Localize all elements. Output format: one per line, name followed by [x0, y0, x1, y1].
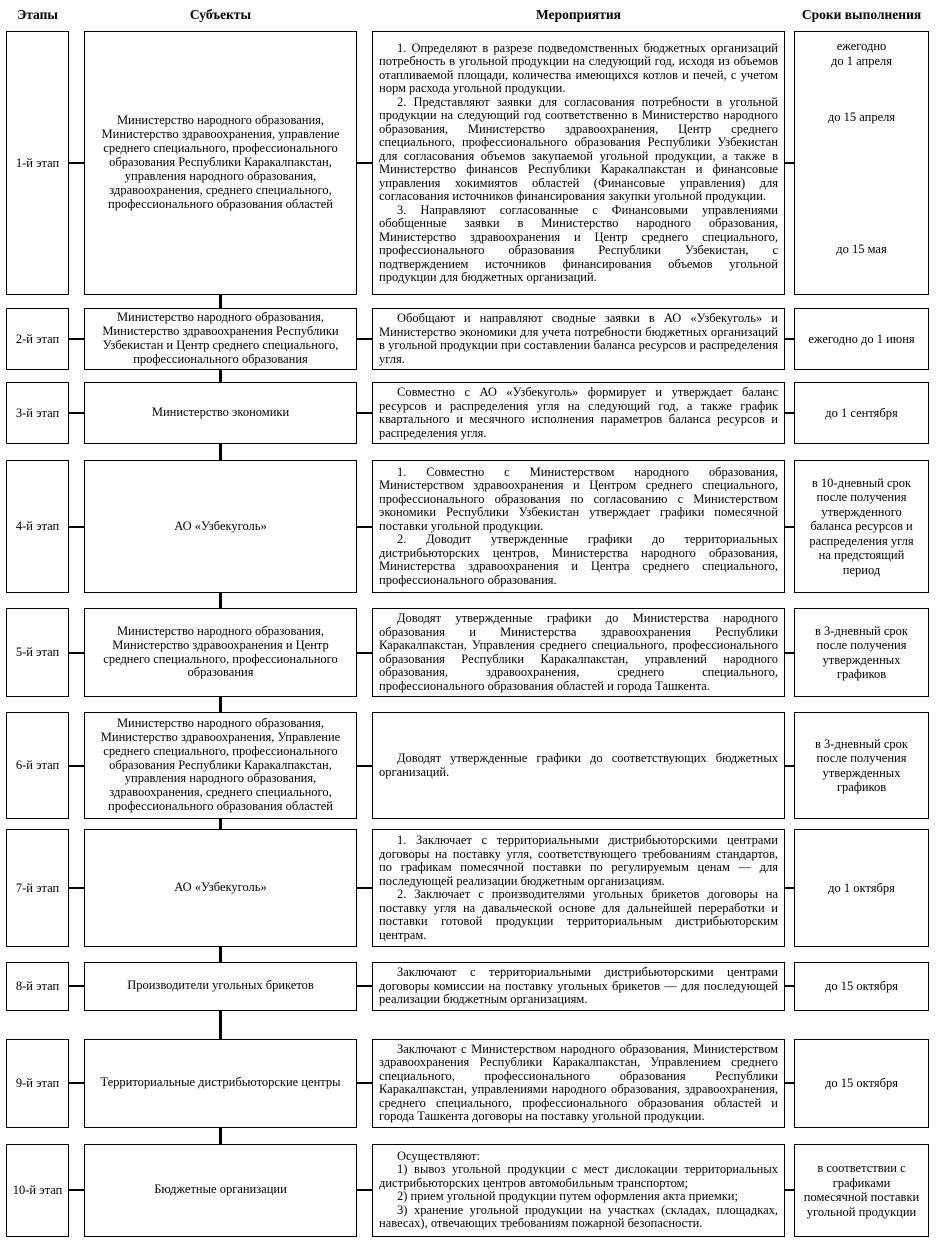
connector-line: [785, 1082, 794, 1084]
connector-line: [69, 887, 84, 889]
process-row-7: [6, 829, 931, 947]
connector-vertical: [6, 1011, 931, 1039]
deadline-box: [794, 308, 929, 370]
connector-line: [357, 526, 372, 528]
connector-line: [357, 412, 372, 414]
connector-vertical: [6, 593, 931, 608]
connector-line: [357, 338, 372, 340]
subject-text: Министерство экономики: [151, 405, 290, 420]
subject-text: Бюджетные организации: [154, 1182, 287, 1197]
activities-box: [372, 829, 785, 947]
activity-paragraph: 2. Представляют заявки для согласования потребности в угольной продукции на следующий год соответственно в Министерство народного образования, Министерство здравоохранения, Центр среднего специального, профессионального образования Республики Узбекистан для согласования объемов закупаемой угольной продукции, а также в Министерство финансов Республики Каракалпакстан и финансовые управления хокимиятов областей (Финансовые управления) для согласования источников финансирования закупки угольной продукции.: [379, 94, 778, 203]
activities-box: [372, 460, 785, 593]
stage-label: 7-й этап: [15, 880, 60, 895]
deadline-box: [794, 382, 929, 444]
activity-paragraph: Заключают с Министерством народного образования, Министерством здравоохранения Республики Каракалпакстан, Управлением среднего специального, профессионального образования Республики Каракалпакстан, управлениями народного образования, здравоохранения, среднего специального, профессионального образования областей и города Ташкента договоры на поставку угольной продукции.: [379, 1041, 778, 1123]
connector-stage-subject: [69, 460, 84, 593]
deadline-box: [794, 962, 929, 1011]
connector-line: [219, 819, 222, 829]
deadline-text: до 15 октября: [825, 1075, 898, 1090]
connector-activities-deadline: [785, 308, 794, 370]
process-row-6: [6, 712, 931, 819]
subject-box: [84, 608, 357, 697]
stage-box: [6, 31, 69, 295]
connector-stage-subject: [69, 608, 84, 697]
process-row-2: [6, 308, 931, 370]
connector-subject-activities: [357, 608, 372, 697]
connector-subject-activities: [357, 460, 372, 593]
activity-paragraph: 3. Направляют согласованные с Финансовыми управлениями обобщенные заявки в Министерство народного образования, Министерство здравоохранения и Центр среднего специального, профессионального образования Республики Узбекистан, с подтверждением источников финансирования объемов угольной продукции для бюджетных организаций.: [379, 202, 778, 284]
connector-activities-deadline: [785, 962, 794, 1011]
deadline-text: ежегодно до 1 июня: [808, 331, 915, 346]
connector-line: [69, 526, 84, 528]
connector-activities-deadline: [785, 1144, 794, 1237]
connector-line: [785, 765, 794, 767]
activities-box: [372, 1144, 785, 1237]
deadline-line: до 1 апреля: [831, 53, 892, 68]
connector-line: [785, 412, 794, 414]
stage-label: 1-й этап: [15, 155, 60, 170]
connector-line: [357, 162, 372, 164]
activities-box: [372, 1039, 785, 1128]
connector-line: [785, 887, 794, 889]
subject-box: [84, 962, 357, 1011]
stage-box: [6, 308, 69, 370]
subject-box: [84, 1144, 357, 1237]
subject-text: Министерство народного образования, Министерство здравоохранения, Управление среднего специального, профессионального образования Республики Каракалпакстан, управления народного образования, здравоохранения, среднего специального, профессионального образования областей: [100, 715, 341, 814]
deadline-text: в 3-дневный срок после получения утвержденных графиков: [815, 736, 908, 794]
subject-box: [84, 712, 357, 819]
process-row-8: [6, 962, 931, 1011]
stage-label: 9-й этап: [15, 1075, 60, 1090]
connector-line: [785, 1189, 794, 1191]
stage-label: 4-й этап: [15, 519, 60, 533]
stage-label: 3-й этап: [15, 405, 60, 420]
connector-line: [785, 526, 794, 528]
connector-line: [219, 1011, 222, 1039]
stage-label: 5-й этап: [15, 645, 60, 659]
deadline-text: до 1 октября: [828, 880, 895, 895]
connector-line: [219, 1128, 222, 1144]
connector-line: [219, 697, 222, 712]
stage-box: [6, 460, 69, 593]
subject-text: Территориальные дистрибьюторские центры: [100, 1075, 341, 1090]
activities-box: [372, 308, 785, 370]
connector-activities-deadline: [785, 31, 794, 295]
connector-line: [219, 947, 222, 962]
connector-vertical: [6, 295, 931, 308]
connector-subject-activities: [357, 31, 372, 295]
stage-label: 2-й этап: [15, 331, 60, 346]
connector-stage-subject: [69, 1039, 84, 1128]
activity-paragraph: Совместно с АО «Узбекуголь» формирует и утверждает баланс ресурсов и распределения угля на следующий год, а также график квартального и месячного исполнения параметров баланса ресурсов и распределения угля.: [379, 385, 778, 440]
connector-activities-deadline: [785, 382, 794, 444]
deadline-text: в соответствии с графиками помесячной поставки угольной продукции: [803, 1161, 920, 1219]
activity-paragraph: 2. Заключает с производителями угольных брикетов договоры на поставку угля на давальческой основе для дальнейшей переработки и поставки готовой продукции территориальным дистрибьюторским центрам.: [379, 887, 778, 942]
subject-text: Производители угольных брикетов: [127, 978, 314, 993]
connector-subject-activities: [357, 1039, 372, 1128]
activity-paragraph: Обобщают и направляют сводные заявки в АО «Узбекуголь» и Министерство экономики для учета потребности бюджетных организаций в угольной продукции при составлении баланса ресурсов и распределения угля.: [379, 311, 778, 366]
deadline-text: в 10-дневный срок после получения утвержденного баланса ресурсов и распределения угля на предстоящий период: [809, 475, 914, 577]
subject-text: АО «Узбекуголь»: [174, 518, 267, 533]
connector-vertical: [6, 947, 931, 962]
subject-box: [84, 308, 357, 370]
activity-paragraph: Доводят утвержденные графики до соответствующих бюджетных организаций.: [379, 751, 778, 779]
stage-box: [6, 962, 69, 1011]
stage-box: [6, 829, 69, 947]
connector-line: [69, 765, 84, 767]
connector-vertical: [6, 370, 931, 382]
subject-box: [84, 382, 357, 444]
process-row-1: [6, 31, 931, 295]
header-deadlines: Сроки выполнения: [801, 7, 922, 22]
header-stages: Этапы: [17, 7, 58, 22]
connector-line: [785, 985, 794, 987]
deadline-box: [794, 608, 929, 697]
connector-line: [69, 412, 84, 414]
connector-line: [357, 985, 372, 987]
connector-subject-activities: [357, 382, 372, 444]
header-activities: Мероприятия: [536, 7, 621, 22]
connector-line: [69, 1082, 84, 1084]
activity-paragraph: 1) вывоз угольной продукции с мест дислокации территориальных дистрибьюторских центров автомобильным транспортом;: [379, 1162, 778, 1190]
activity-paragraph: 1. Совместно с Министерством народного образования, Министерством здравоохранения и Центром среднего специального, профессионального образования по согласованию с Министерством экономики Республики Узбекистан утверждает графики помесячной поставки угольной продукции.: [379, 464, 778, 533]
connector-stage-subject: [69, 1144, 84, 1237]
subject-text: Министерство народного образования, Министерство здравоохранения Республики Узбекистан и Центр среднего специального, профессионального образования: [102, 310, 339, 366]
connector-activities-deadline: [785, 460, 794, 593]
connector-stage-subject: [69, 829, 84, 947]
connector-line: [69, 1189, 84, 1191]
deadline-text: в 3-дневный срок после получения утвержденных графиков: [815, 623, 908, 681]
activities-box: [372, 382, 785, 444]
connector-line: [357, 887, 372, 889]
deadline-box: [794, 712, 929, 819]
connector-subject-activities: [357, 712, 372, 819]
subject-box: [84, 460, 357, 593]
connector-activities-deadline: [785, 608, 794, 697]
connector-vertical: [6, 1128, 931, 1144]
connector-vertical: [6, 819, 931, 829]
connector-subject-activities: [357, 962, 372, 1011]
activity-paragraph: Заключают с территориальными дистрибьюторскими центрами договоры комиссии на поставку угольных брикетов — для последующей реализации бюджетным организациям.: [379, 965, 778, 1006]
connector-line: [219, 444, 222, 460]
connector-line: [219, 370, 222, 382]
connector-activities-deadline: [785, 712, 794, 819]
deadline-text: [795, 39, 928, 68]
stage-box: [6, 382, 69, 444]
column-headers: [6, 5, 931, 31]
subject-text: Министерство народного образования, Министерство здравоохранения и Центр среднего специального, профессионального образования: [103, 623, 338, 680]
process-row-9: [6, 1039, 931, 1128]
stage-label: 10-й этап: [12, 1182, 63, 1197]
connector-line: [69, 652, 84, 654]
subject-box: [84, 829, 357, 947]
deadline-box: [794, 1144, 929, 1237]
connector-vertical: [6, 444, 931, 460]
activities-box: [372, 712, 785, 819]
connector-stage-subject: [69, 712, 84, 819]
stage-label: 6-й этап: [15, 758, 60, 772]
connector-line: [69, 985, 84, 987]
connector-line: [219, 295, 222, 308]
deadline-line: ежегодно: [836, 39, 887, 53]
deadline-text: до 15 октября: [825, 979, 898, 993]
connector-line: [785, 338, 794, 340]
connector-line: [357, 1082, 372, 1084]
stage-box: [6, 712, 69, 819]
subject-box: [84, 31, 357, 295]
activity-paragraph: 2. Доводит утвержденные графики до территориальных дистрибьюторских центров, Министерства народного образования, Министерства здравоохранения и Центра среднего специального, профессионального образования.: [379, 532, 778, 587]
connector-line: [785, 162, 794, 164]
connector-line: [357, 652, 372, 654]
deadline-text: до 15 апреля: [827, 110, 896, 124]
connector-line: [357, 765, 372, 767]
connector-subject-activities: [357, 1144, 372, 1237]
deadline-text: до 15 мая: [836, 242, 887, 256]
connector-line: [69, 162, 84, 164]
process-row-10: [6, 1144, 931, 1237]
connector-stage-subject: [69, 31, 84, 295]
connector-stage-subject: [69, 382, 84, 444]
subject-text: Министерство народного образования, Министерство здравоохранения, управление среднего специального, профессионального образования Республики Каракалпакстан, управления народного образования, здравоохранения, среднего специального, профессионального образования областей: [101, 113, 340, 211]
deadline-box: [794, 1039, 929, 1128]
connector-activities-deadline: [785, 1039, 794, 1128]
subject-text: АО «Узбекуголь»: [174, 880, 267, 895]
activities-box: [372, 31, 785, 295]
connector-line: [69, 338, 84, 340]
stage-box: [6, 1144, 69, 1237]
activities-box: [372, 962, 785, 1011]
process-row-5: [6, 608, 931, 697]
connector-line: [219, 593, 222, 608]
activity-paragraph: 1. Определяют в разрезе подведомственных бюджетных организаций потребность в угольной продукции на следующий год, исходя из объемов отапливаемой площади, количества имеющихся котлов и печей, с учетом норм расхода угольной продукции.: [379, 40, 778, 95]
deadline-box: [794, 31, 929, 295]
connector-activities-deadline: [785, 829, 794, 947]
subject-box: [84, 1039, 357, 1128]
deadline-text: до 1 сентября: [825, 405, 898, 420]
activity-paragraph: Осуществляют:: [397, 1148, 480, 1163]
header-subjects: Субъекты: [189, 7, 252, 22]
connector-stage-subject: [69, 962, 84, 1011]
connector-subject-activities: [357, 829, 372, 947]
process-row-3: [6, 382, 931, 444]
connector-vertical: [6, 697, 931, 712]
activity-paragraph: 3) хранение угольной продукции на участках (складах, площадках, навесах), отвечающих требованиям пожарной безопасности.: [379, 1202, 778, 1230]
activity-paragraph: 2) прием угольной продукции путем оформления акта приемки;: [397, 1189, 738, 1203]
stage-box: [6, 608, 69, 697]
deadline-box: [794, 460, 929, 593]
activity-paragraph: 1. Заключает с территориальными дистрибьюторскими центрами договоры на поставку угля, соответствующего требованиям стандартов, по графикам помесячной поставки по регулируемым ценам — для последующей реализации бюджетным организациям.: [379, 833, 778, 888]
process-row-4: [6, 460, 931, 593]
activities-box: [372, 608, 785, 697]
connector-line: [785, 652, 794, 654]
stage-box: [6, 1039, 69, 1128]
connector-subject-activities: [357, 308, 372, 370]
stage-label: 8-й этап: [15, 978, 60, 993]
connector-stage-subject: [69, 308, 84, 370]
connector-line: [357, 1189, 372, 1191]
deadline-box: [794, 829, 929, 947]
activity-paragraph: Доводят утвержденные графики до Министерства народного образования и Министерства здравоохранения Республики Каракалпакстан, Управления среднего специального, профессионального образования Республики Каракалпакстан, управлений народного образования, здравоохранения, среднего специального, профессионального образования областей и города Ташкента.: [379, 611, 778, 693]
